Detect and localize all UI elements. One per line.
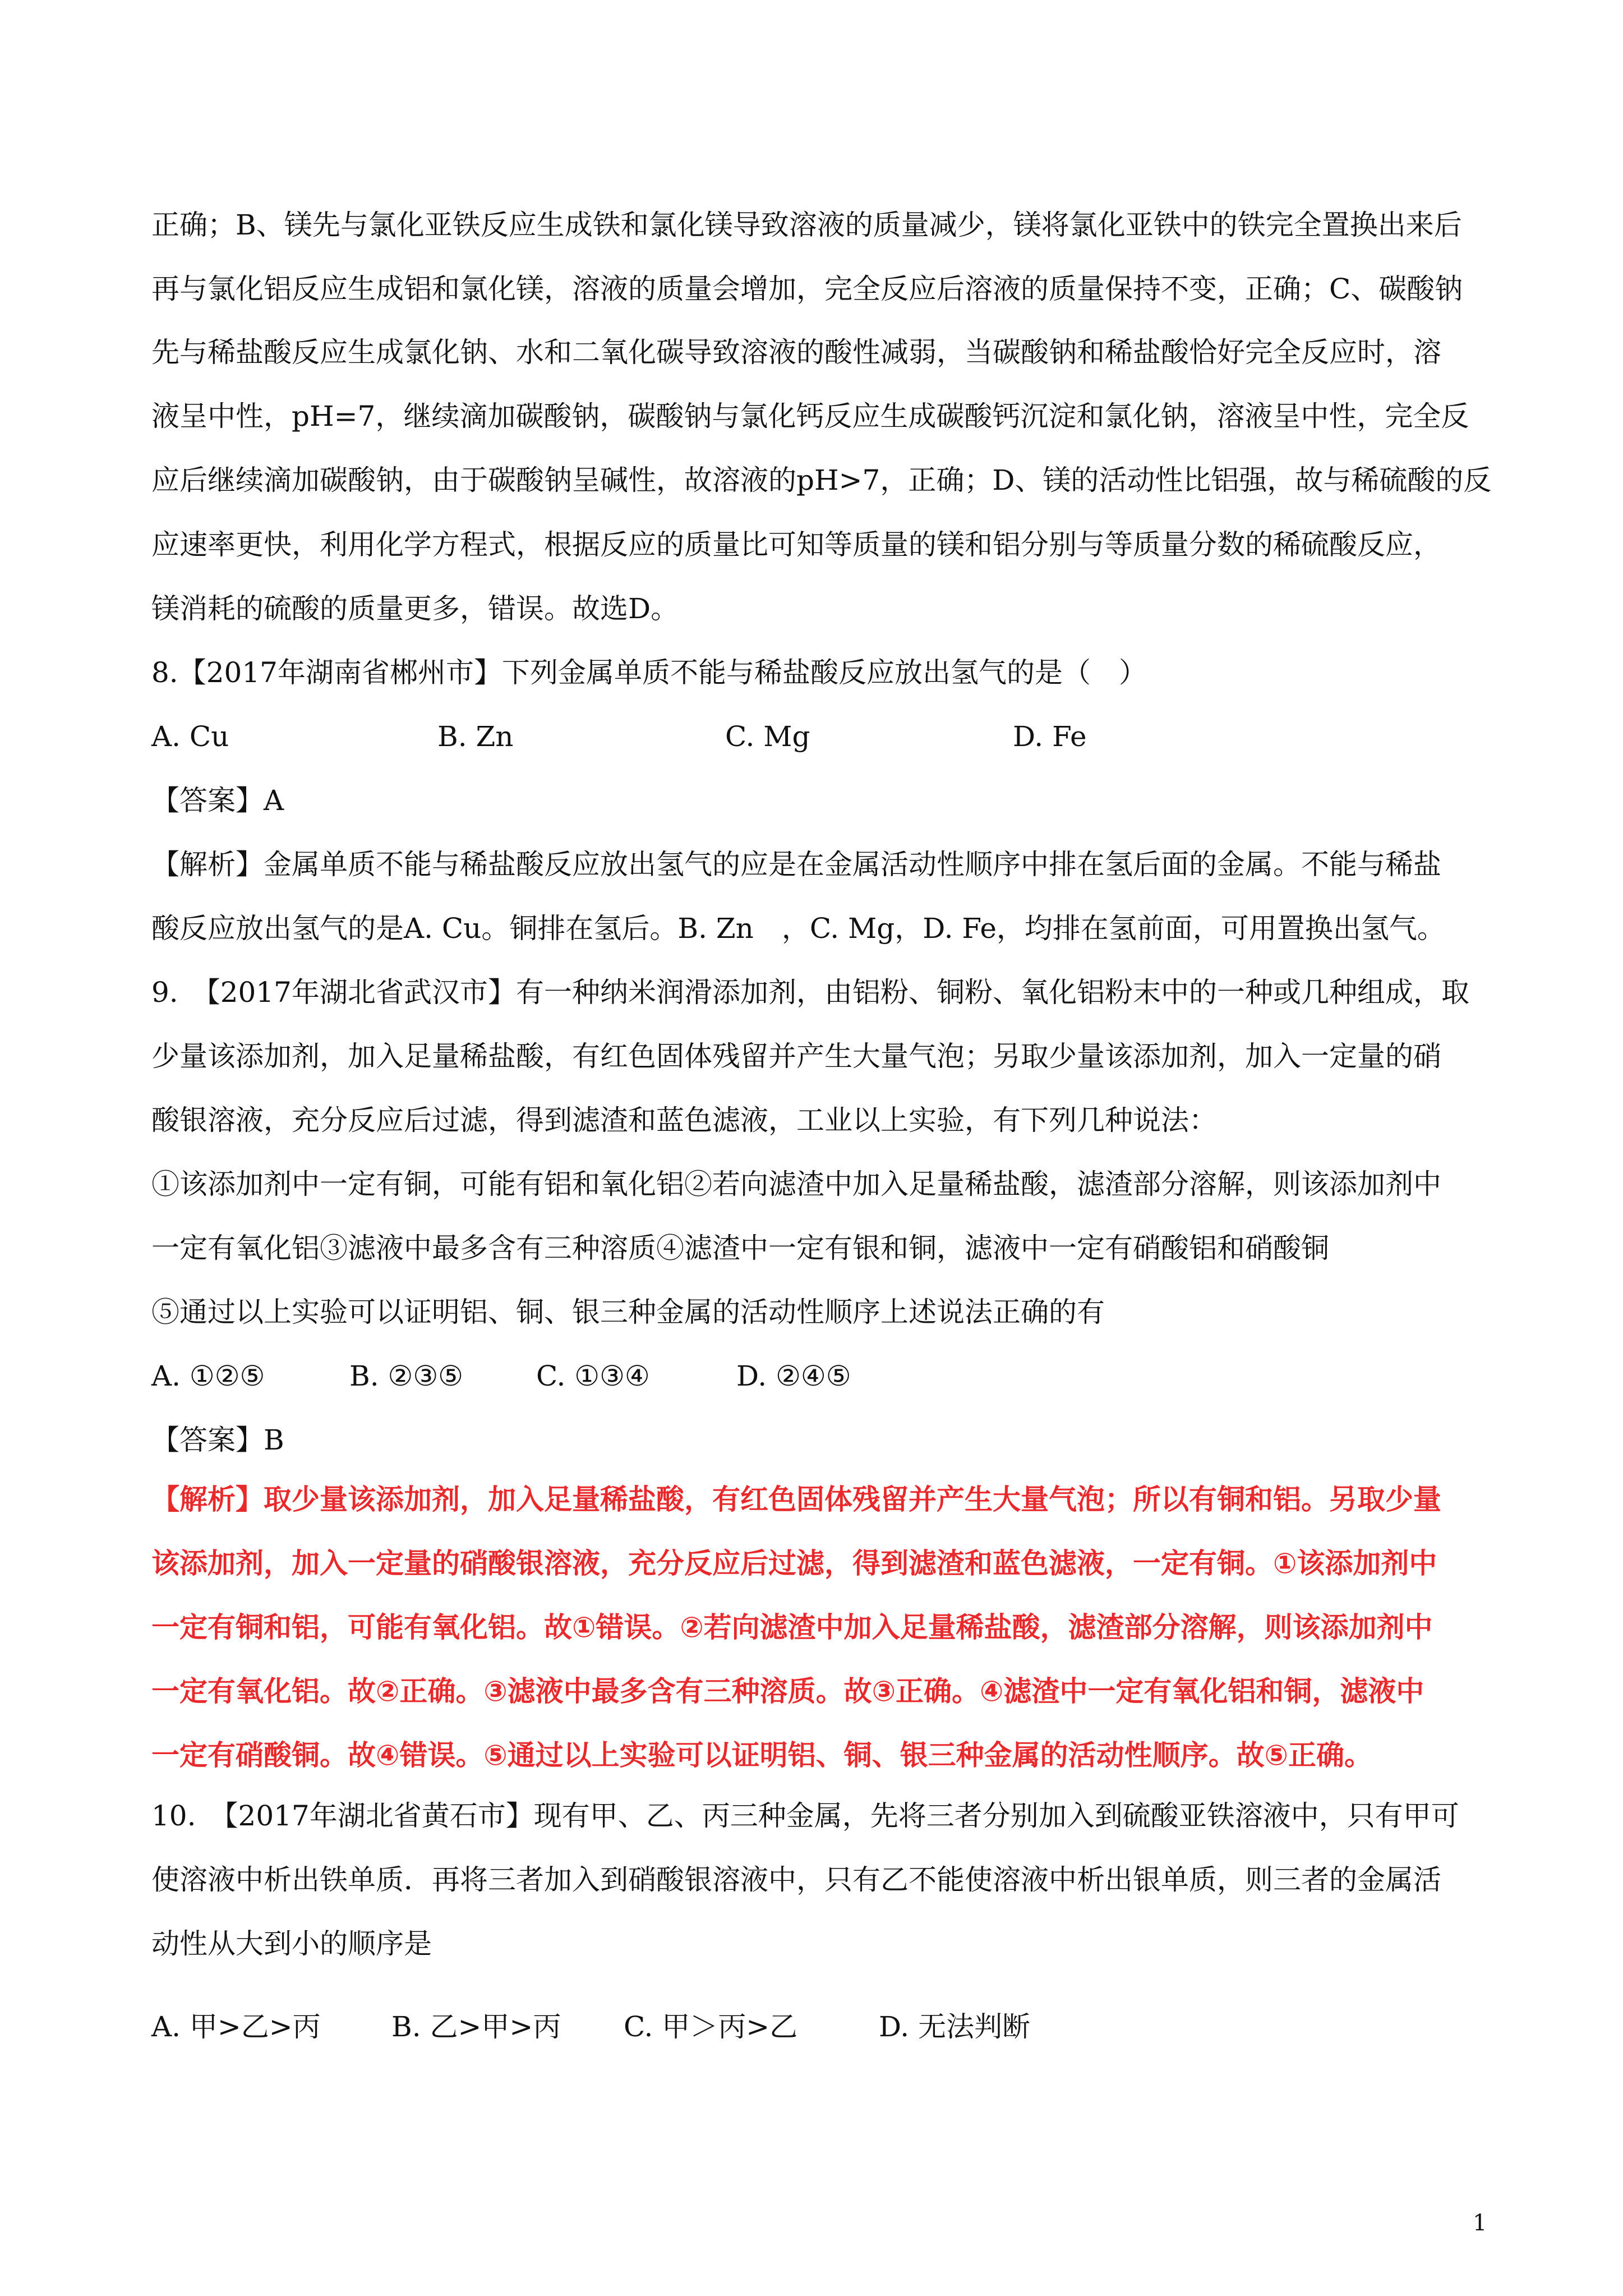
q9-stem-line: 酸银溶液，充分反应后过滤，得到滤渣和蓝色滤液，工业以上实验，有下列几种说法： — [151, 1104, 1217, 1137]
q10-option-d: D. 无法判断 — [879, 2010, 1031, 2043]
q9-explanation-line: 该添加剂，加入一定量的硝酸银溶液，充分反应后过滤，得到滤渣和蓝色滤液，一定有铜。①该添加剂中 — [151, 1547, 1437, 1580]
q9-stem-line: 一定有氧化铝③滤液中最多含有三种溶质④滤渣中一定有银和铜，滤液中一定有硝酸铝和硝酸铜 — [151, 1232, 1329, 1264]
q9-stem-line: ⑤通过以上实验可以证明铝、铜、银三种金属的活动性顺序上述说法正确的有 — [151, 1296, 1105, 1328]
q9-stem-line: 少量该添加剂，加入足量稀盐酸，有红色固体残留并产生大量气泡；另取少量该添加剂，加入一定量的硝 — [151, 1040, 1441, 1073]
q9-explanation-line: 一定有铜和铝，可能有氧化铝。故①错误。②若向滤渣中加入足量稀盐酸，滤渣部分溶解，则该添加剂中 — [151, 1611, 1433, 1644]
q7-explanation-line: 镁消耗的硫酸的质量更多，错误。故选D。 — [151, 592, 679, 625]
q8-explanation-line: 【解析】金属单质不能与稀盐酸反应放出氢气的应是在金属活动性顺序中排在氢后面的金属。不能与稀盐 — [151, 848, 1441, 881]
q9-explanation-line: 一定有硝酸铜。故④错误。⑤通过以上实验可以证明铝、铜、银三种金属的活动性顺序。故⑤正确。 — [151, 1739, 1372, 1772]
q9-option-c: C. ①③④ — [536, 1360, 650, 1392]
q7-explanation-line: 正确；B、镁先与氯化亚铁反应生成铁和氯化镁导致溶液的质量减少，镁将氯化亚铁中的铁完全置换出来后 — [151, 209, 1462, 241]
q9-stem-line: 9. 【2017年湖北省武汉市】有一种纳米润滑添加剂，由铝粉、铜粉、氧化铝粉末中的一种或几种组成，取 — [151, 976, 1469, 1009]
q7-explanation-line: 应后继续滴加碳酸钠，由于碳酸钠呈碱性，故溶液的pH>7，正确；D、镁的活动性比铝强，故与稀硫酸的反 — [151, 464, 1492, 496]
q9-option-a: A. ①②⑤ — [151, 1360, 265, 1392]
q8-option-b: B. Zn — [437, 720, 514, 753]
q7-explanation-line: 应速率更快，利用化学方程式，根据反应的质量比可知等质量的镁和铝分别与等质量分数的稀硫酸反应， — [151, 528, 1441, 561]
page-number: 1 — [1473, 2210, 1487, 2236]
q9-option-d: D. ②④⑤ — [736, 1360, 851, 1392]
q8-answer: 【答案】A — [151, 784, 284, 817]
q9-explanation-line: 一定有氧化铝。故②正确。③滤液中最多含有三种溶质。故③正确。④滤渣中一定有氧化铝和铜，滤液中 — [151, 1675, 1424, 1708]
q9-stem-line: ①该添加剂中一定有铜，可能有铝和氧化铝②若向滤渣中加入足量稀盐酸，滤渣部分溶解，则该添加剂中 — [151, 1168, 1441, 1200]
q10-stem-line: 动性从大到小的顺序是 — [151, 1927, 432, 1960]
q10-stem-line: 使溶液中析出铁单质．再将三者加入到硝酸银溶液中，只有乙不能使溶液中析出银单质，则三者的金属活 — [151, 1864, 1441, 1896]
q8-stem: 8.【2017年湖南省郴州市】下列金属单质不能与稀盐酸反应放出氢气的是（ ） — [151, 656, 1147, 689]
q9-answer: 【答案】B — [151, 1424, 284, 1456]
q8-explanation-line: 酸反应放出氢气的是A. Cu。铜排在氢后。B. Zn ，C. Mg，D. Fe，均排在氢前面，可用置换出氢气。 — [151, 912, 1445, 945]
q9-option-b: B. ②③⑤ — [349, 1360, 464, 1392]
q8-option-a: A. Cu — [151, 720, 229, 753]
q7-explanation-line: 液呈中性，pH=7，继续滴加碳酸钠，碳酸钠与氯化钙反应生成碳酸钙沉淀和氯化钠，溶液呈中性，完全反 — [151, 400, 1469, 432]
q10-option-b: B. 乙>甲>丙 — [391, 2010, 561, 2043]
q9-explanation-line: 【解析】取少量该添加剂，加入足量稀盐酸，有红色固体残留并产生大量气泡；所以有铜和铝。另取少量 — [151, 1483, 1441, 1516]
q10-option-a: A. 甲>乙>丙 — [151, 2010, 321, 2043]
q10-stem-line: 10. 【2017年湖北省黄石市】现有甲、乙、丙三种金属，先将三者分别加入到硫酸亚铁溶液中，只有甲可 — [151, 1800, 1459, 1832]
q7-explanation-line: 再与氯化铝反应生成铝和氯化镁，溶液的质量会增加，完全反应后溶液的质量保持不变，正确；C、碳酸钠 — [151, 273, 1463, 305]
q8-option-c: C. Mg — [725, 720, 810, 753]
q7-explanation-line: 先与稀盐酸反应生成氯化钠、水和二氧化碳导致溶液的酸性减弱，当碳酸钠和稀盐酸恰好完全反应时，溶 — [151, 336, 1441, 369]
q10-option-c: C. 甲＞丙>乙 — [624, 2010, 798, 2043]
q8-option-d: D. Fe — [1013, 720, 1087, 753]
